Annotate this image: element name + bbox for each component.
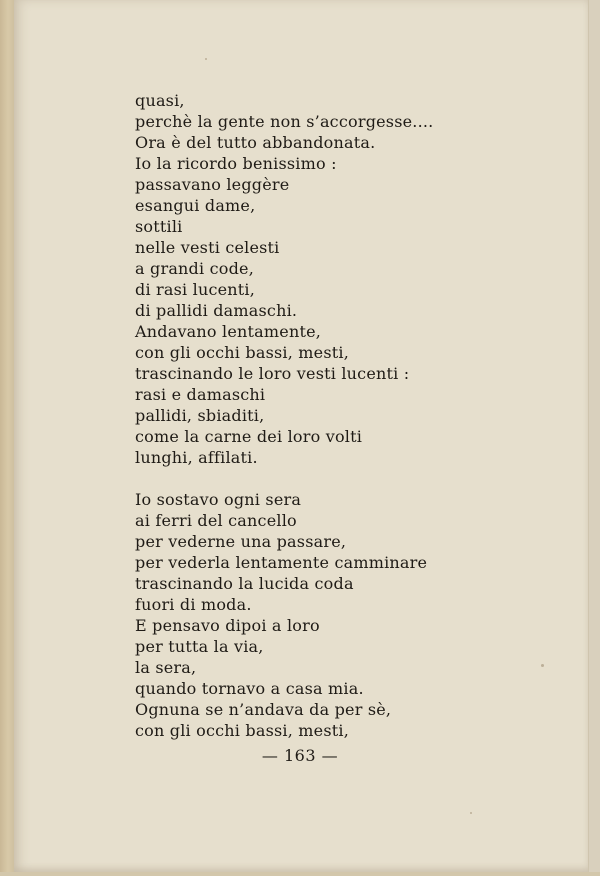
- poem-line: per vederne una passare,: [135, 532, 347, 551]
- paper-speck: [470, 812, 472, 814]
- poem-line: pallidi, sbiaditi,: [135, 406, 265, 425]
- page-number: — 163 —: [261, 746, 339, 765]
- stanza-2: [135, 489, 555, 741]
- poem-line: come la carne dei loro volti: [135, 427, 363, 446]
- poem-line: E pensavo dipoi a loro: [135, 616, 320, 635]
- poem-line: per vederla lentamente camminare: [135, 553, 428, 572]
- poem-line: rasi e damaschi: [135, 385, 266, 404]
- poem-line: Io sostavo ogni sera: [135, 490, 302, 509]
- poem-line: quasi,: [135, 91, 185, 110]
- stanza-1: [135, 90, 555, 468]
- poem-line: trascinando le loro vesti lucenti :: [135, 364, 410, 383]
- poem-line: la sera,: [135, 658, 197, 677]
- poem-line: trascinando la lucida coda: [135, 574, 354, 593]
- poem-line: passavano leggère: [135, 175, 290, 194]
- poem-line: sottili: [135, 217, 183, 236]
- poem-line: con gli occhi bassi, mesti,: [135, 721, 349, 740]
- paper-speck: [205, 58, 207, 60]
- page-bottom-edge: [0, 872, 600, 876]
- poem-line: Ora è del tutto abbandonata.: [135, 133, 376, 152]
- poem-line: Ognuna se n’andava da per sè,: [135, 700, 392, 719]
- poem-line: di pallidi damaschi.: [135, 301, 298, 320]
- poem-line: Io la ricordo benissimo :: [135, 154, 337, 173]
- poem-line: con gli occhi bassi, mesti,: [135, 343, 349, 362]
- poem-line: ai ferri del cancello: [135, 511, 297, 530]
- poem-line: di rasi lucenti,: [135, 280, 256, 299]
- poem-line: fuori di moda.: [135, 595, 252, 614]
- poem-line: per tutta la via,: [135, 637, 264, 656]
- poem-line: quando tornavo a casa mia.: [135, 679, 364, 698]
- poem-line: lunghi, affilati.: [135, 448, 258, 467]
- poem-line: perchè la gente non s’accorgesse....: [135, 112, 434, 131]
- poem-line: Andavano lentamente,: [135, 322, 322, 341]
- poem-text: [135, 90, 555, 741]
- poem-line: nelle vesti celesti: [135, 238, 280, 257]
- poem-line: esangui dame,: [135, 196, 256, 215]
- poem-line: a grandi code,: [135, 259, 254, 278]
